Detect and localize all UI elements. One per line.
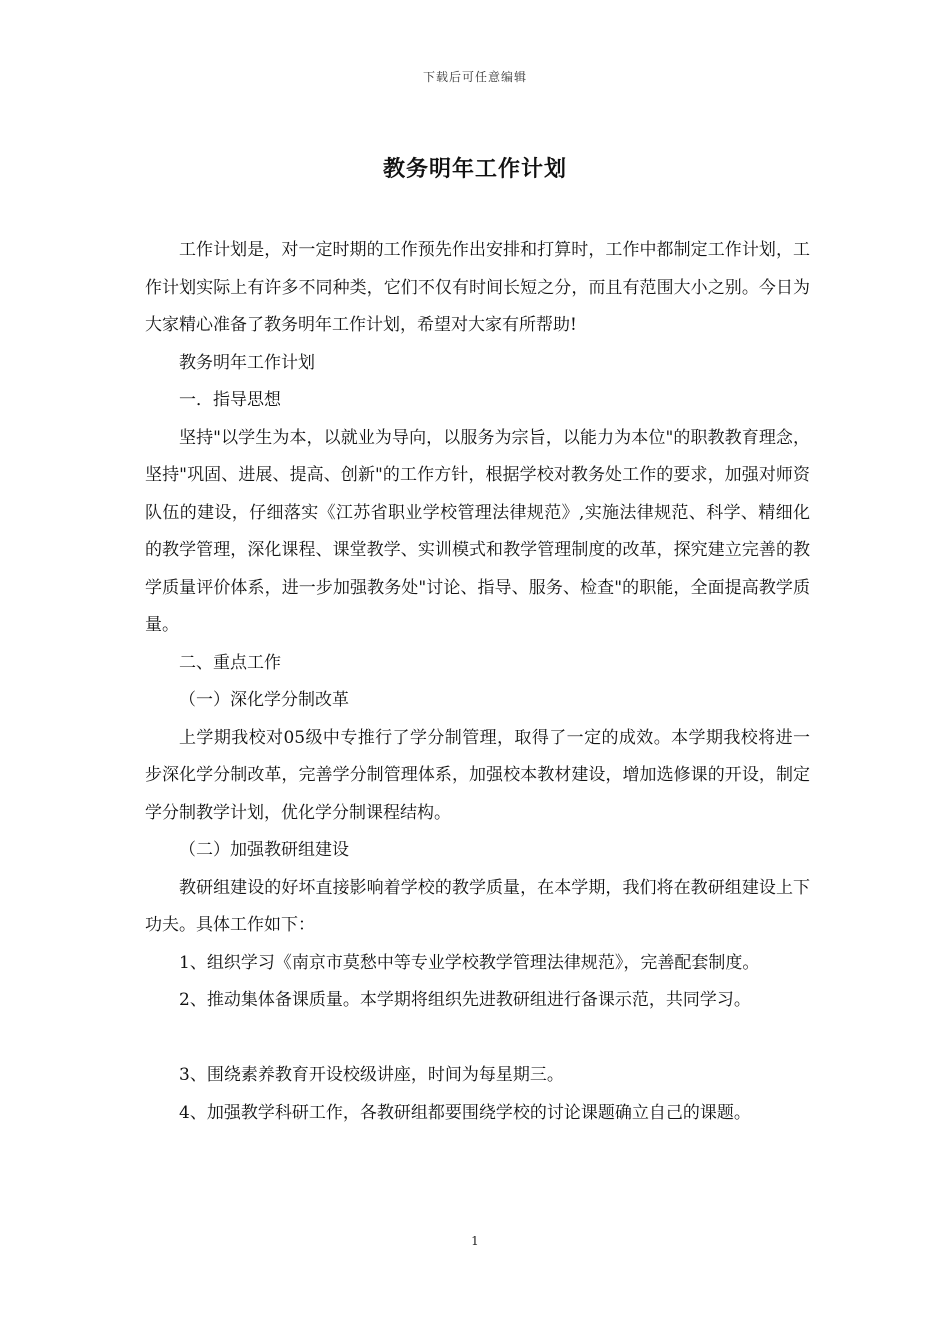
section-heading-guiding-ideology: 一．指导思想: [179, 390, 281, 410]
list-item-4: 4、加强教学科研工作，各教研组都要围绕学校的讨论课题确立自己的课题。: [179, 1102, 751, 1123]
paragraph-credit-reform: 上学期我校对05级中专推行了学分制管理，取得了一定的成效。本学期我校将进一步深化学分制改革，完善学分制管理体系，加强校本教材建设，增加选修课的开设，制定学分制教学计划，优化学分制课程结构。: [145, 727, 810, 823]
list-item-3: 3、围绕素养教育开设校级讲座，时间为每星期三。: [179, 1065, 564, 1085]
paragraph-intro: 工作计划是，对一定时期的工作预先作出安排和打算时，工作中都制定工作计划，工作计划实际上有许多不同种类，它们不仅有时间长短之分，而且有范围大小之别。今日为大家精心准备了教务明年工作计划，希望对大家有所帮助!: [145, 240, 810, 335]
document-title: 教务明年工作计划: [382, 156, 567, 182]
paragraph-guiding-ideology: 坚持"以学生为本，以就业为导向，以服务为宗旨，以能力为本位"的职教教育理念，坚持"巩固、进展、提高、创新"的工作方针，根据学校对教务处工作的要求，加强对师资队伍的建设，仔细落实《江苏省职业学校管理法律规范》,实施法律规范、科学、精细化的教学管理，深化课程、课堂教学、实训模式和教学管理制度的改革，探究建立完善的教学质量评价体系，进一步加强教务处"讨论、指导、服务、检查"的职能，全面提高教学质量。: [145, 427, 810, 635]
header-note: 下载后可任意编辑: [422, 70, 527, 84]
subsection-heading-teaching-group: （二）加强教研组建设: [179, 840, 349, 860]
paragraph-teaching-group: 教研组建设的好坏直接影响着学校的教学质量，在本学期，我们将在教研组建设上下功夫。具体工作如下：: [145, 877, 810, 935]
section-heading-key-work: 二、重点工作: [179, 652, 281, 673]
list-item-1: 1、组织学习《南京市莫愁中等专业学校教学管理法律规范》，完善配套制度。: [179, 952, 760, 973]
document-body: [145, 232, 810, 1132]
subsection-heading-credit-reform: （一）深化学分制改革: [179, 690, 349, 710]
page-number: 1: [471, 1234, 479, 1248]
list-item-2: 2、推动集体备课质量。本学期将组织先进教研组进行备课示范，共同学习。: [179, 990, 751, 1010]
paragraph-subtitle: 教务明年工作计划: [179, 352, 315, 373]
